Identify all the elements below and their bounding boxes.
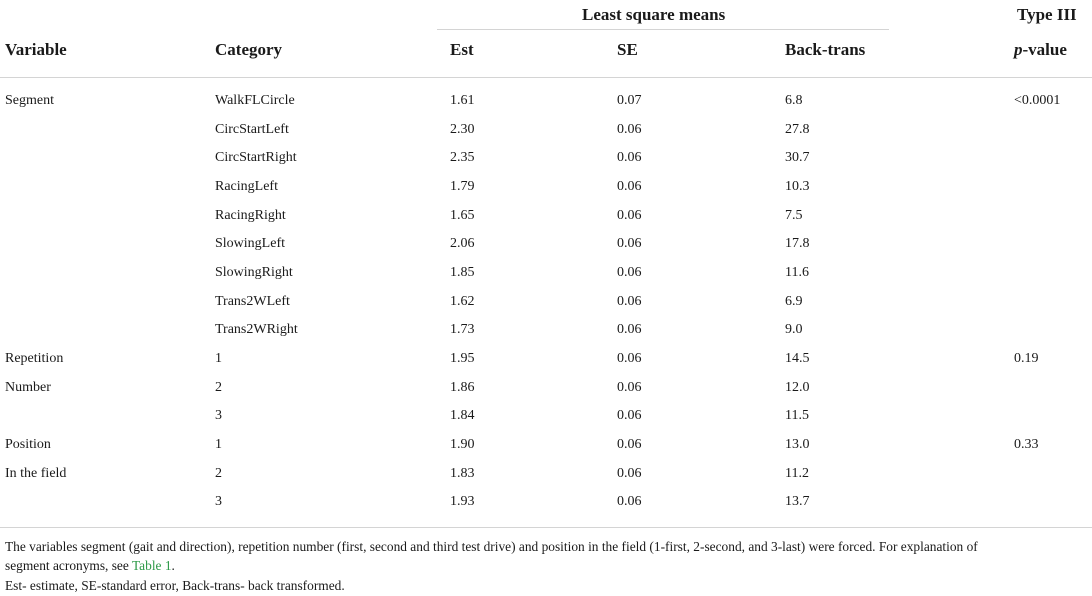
footnote-line-3: Est- estimate, SE-standard error, Back-trans- back transformed. [5,578,345,593]
cell-p-value: <0.0001 [1014,93,1061,108]
cell-back-trans: 13.7 [785,494,810,509]
cell-back-trans: 9.0 [785,322,803,337]
cell-se: 0.06 [617,208,642,223]
cell-se: 0.06 [617,322,642,337]
table-bottom-rule [0,527,1092,528]
cell-se: 0.06 [617,437,642,452]
cell-category: Trans2WLeft [215,294,290,309]
cell-category: WalkFLCircle [215,93,295,108]
header-bottom-rule [0,77,1092,78]
cell-est: 2.30 [450,122,475,137]
cell-se: 0.06 [617,265,642,280]
cell-p-value: 0.19 [1014,351,1039,366]
cell-est: 1.84 [450,408,475,423]
cell-category: 1 [215,351,222,366]
cell-est: 2.06 [450,236,475,251]
cell-category: 1 [215,437,222,452]
cell-category: CircStartRight [215,150,297,165]
cell-se: 0.06 [617,408,642,423]
cell-back-trans: 11.6 [785,265,809,280]
header-p-value [1014,40,1067,60]
footnote-line-2-prefix: segment acronyms, see [5,558,132,573]
footnote-line-2 [5,556,175,575]
header-p-italic: p [1014,40,1023,59]
cell-variable: Segment [5,93,54,108]
cell-back-trans: 10.3 [785,179,810,194]
cell-se: 0.06 [617,351,642,366]
cell-est: 1.95 [450,351,475,366]
cell-back-trans: 13.0 [785,437,810,452]
cell-variable: In the field [5,466,67,481]
cell-category: 3 [215,408,222,423]
cell-se: 0.06 [617,179,642,194]
cell-back-trans: 6.9 [785,294,803,309]
cell-est: 2.35 [450,150,475,165]
cell-variable: Number [5,380,51,395]
cell-back-trans: 30.7 [785,150,810,165]
footnote-line-2-suffix: . [171,558,175,573]
cell-est: 1.83 [450,466,475,481]
cell-est: 1.85 [450,265,475,280]
header-category: Category [215,40,283,59]
cell-est: 1.62 [450,294,475,309]
header-group-least-square-means: Least square means [582,5,726,24]
cell-back-trans: 14.5 [785,351,810,366]
cell-est: 1.86 [450,380,475,395]
cell-est: 1.93 [450,494,475,509]
cell-est: 1.65 [450,208,475,223]
cell-category: Trans2WRight [215,322,298,337]
cell-variable: Repetition [5,351,64,366]
cell-variable: Position [5,437,51,452]
cell-category: 2 [215,466,222,481]
table-1-link[interactable]: Table 1 [131,558,172,573]
cell-category: 2 [215,380,222,395]
cell-back-trans: 6.8 [785,93,803,108]
cell-back-trans: 17.8 [785,236,810,251]
cell-se: 0.06 [617,294,642,309]
header-se: SE [617,40,638,59]
cell-back-trans: 12.0 [785,380,810,395]
cell-se: 0.07 [617,93,642,108]
cell-est: 1.73 [450,322,475,337]
header-type-iii: Type III [1017,5,1077,24]
group-header-rule [437,29,889,30]
footnote-line-1: The variables segment (gait and direction), repetition number (first, second and third test drive) and position in the field (1-first, 2-second, and 3-last) were forced. For explanation of [5,539,978,554]
cell-category: RacingLeft [215,179,278,194]
cell-category: 3 [215,494,222,509]
cell-se: 0.06 [617,236,642,251]
cell-category: SlowingLeft [215,236,285,251]
cell-est: 1.90 [450,437,475,452]
header-p-value-suffix: -value [1022,40,1067,59]
cell-se: 0.06 [617,466,642,481]
cell-category: SlowingRight [215,265,293,280]
header-back-trans: Back-trans [785,40,866,59]
cell-se: 0.06 [617,122,642,137]
cell-se: 0.06 [617,150,642,165]
header-est: Est [450,40,474,59]
cell-se: 0.06 [617,494,642,509]
cell-est: 1.61 [450,93,475,108]
cell-se: 0.06 [617,380,642,395]
cell-category: CircStartLeft [215,122,289,137]
cell-category: RacingRight [215,208,286,223]
cell-back-trans: 7.5 [785,208,803,223]
cell-back-trans: 11.5 [785,408,809,423]
header-variable: Variable [5,40,67,59]
cell-back-trans: 11.2 [785,466,809,481]
cell-est: 1.79 [450,179,475,194]
cell-p-value: 0.33 [1014,437,1039,452]
cell-back-trans: 27.8 [785,122,810,137]
